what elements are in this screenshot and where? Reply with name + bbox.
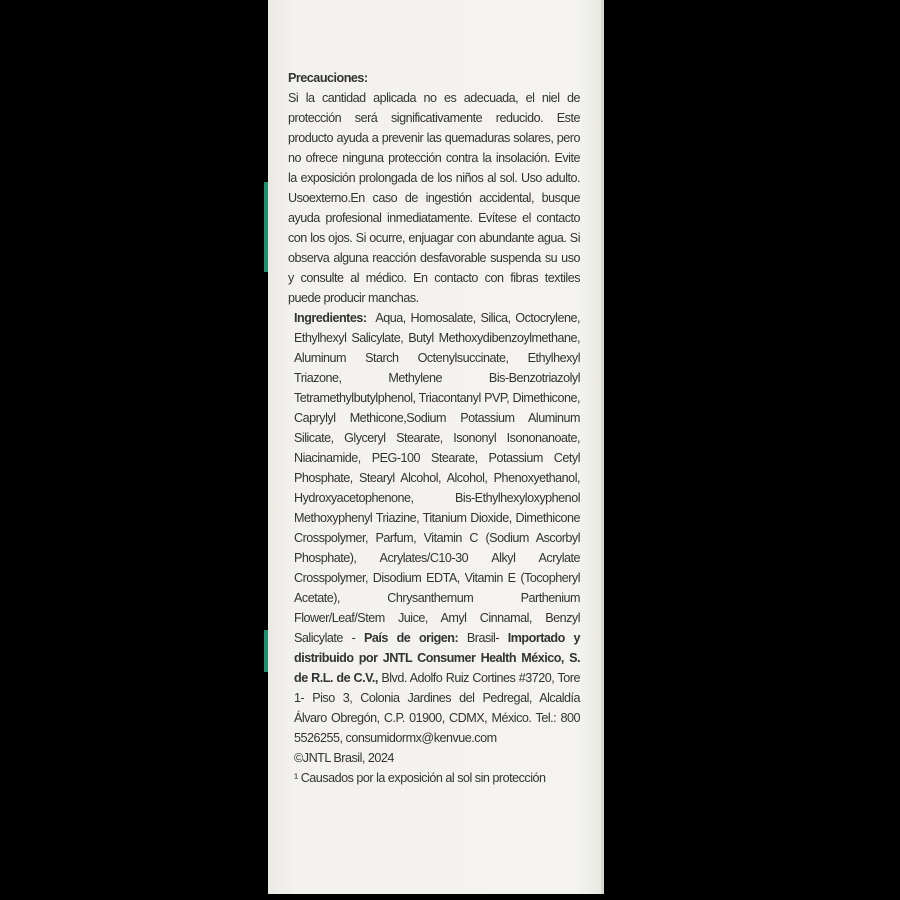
precautions-text: Si la cantidad aplicada no es adecuada, el niel de protección será significativamente reducido. Este producto ayuda a prevenir las quemaduras solares, pero no ofrece ninguna protección contra la insolación. Evite la exposición prolongada de los niños al sol. Uso adulto. Usoexterno.En caso de ingestión accidental, busque ayuda profesional inmediatamente. Evítese el contacto con los ojos. Si ocurre, enjuagar con abundante agua. Si observa alguna reacción desfavorable suspenda su uso y consulte al médico. En contacto con fibras textiles puede producir manchas. (288, 91, 580, 305)
background-bottom (0, 894, 900, 900)
background-right (604, 0, 900, 900)
precautions-heading: Precauciones: (288, 71, 368, 85)
box-edge-shadow (601, 0, 604, 900)
ingredients-section (294, 308, 580, 788)
copyright-text: ©JNTL Brasil, 2024 (294, 751, 394, 765)
address-text: Blvd. Adolfo Ruiz Cortines #3720, Tore 1- Piso 3, Colonia Jardines del Pedregal, Alcaldía Álvaro Obregón, C.P. 01900, CDMX, México. Tel.: 800 5526255, consumidormx@kenvue.com (294, 671, 581, 745)
ingredients-text: Aqua, Homosalate, Silica, Octocrylene, Ethylhexyl Salicylate, Butyl Methoxydibenzoylmethane, Aluminum Starch Octenylsuccinate, Ethylhexyl Triazone, Methylene Bis-Benzotriazolyl Tetramethylbutylphenol, Triacontanyl PVP, Dimethicone, Caprylyl Methicone,Sodium Potassium Aluminum Silicate, Glyceryl Stearate, Isononyl Isononanoate, Niacinamide, PEG-100 Stearate, Potassium Cetyl Phosphate, Stearyl Alcohol, Alcohol, Phenoxyethanol, Hydroxyacetophenone, Bis-Ethylhexyloxyphenol Methoxyphenyl Triazine, Titanium Dioxide, Dimethicone Crosspolymer, Parfum, Vitamin C (Sodium Ascorbyl Phosphate), Acrylates/C10-30 Alkyl Acrylate Crosspolymer, Disodium EDTA, Vitamin E (Tocopheryl Acetate), Chrysanthemum Parthenium Flower/Leaf/Stem Juice, Amyl Cinnamal, Benzyl Salicylate - (294, 311, 580, 645)
importer-text: Importado y distribuido por JNTL Consumer Health México, S. de R.L. de C.V., (294, 631, 580, 685)
label-text-panel (288, 68, 580, 788)
origin-value: Brasil- (458, 631, 508, 645)
ingredients-paragraph (294, 308, 580, 748)
precautions-section (288, 68, 580, 308)
background-left (0, 0, 268, 900)
ingredients-heading: Ingredientes: (294, 311, 367, 325)
footnote-text: ¹ Causados por la exposición al sol sin protección (294, 771, 546, 785)
origin-label: País de origen: (363, 631, 459, 645)
